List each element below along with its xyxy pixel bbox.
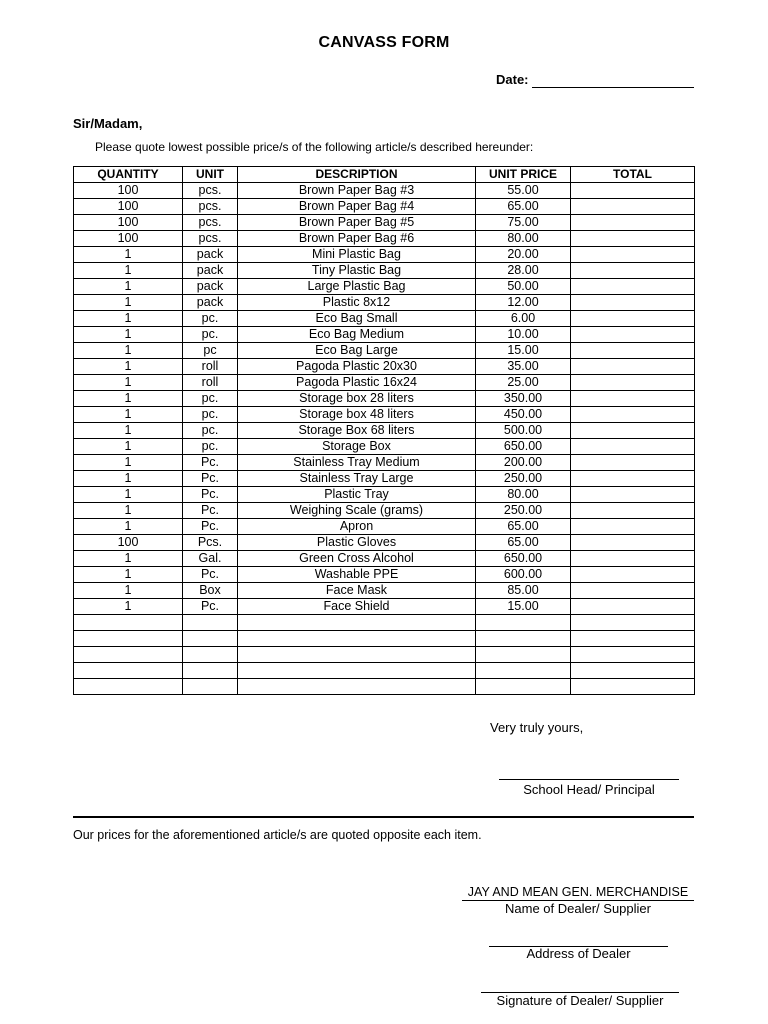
dealer-name-caption: Name of Dealer/ Supplier bbox=[505, 901, 651, 916]
cell-quantity: 1 bbox=[74, 439, 183, 455]
cell-total bbox=[571, 663, 695, 679]
date-label: Date: bbox=[496, 72, 529, 87]
cell-description: Tiny Plastic Bag bbox=[238, 263, 476, 279]
cell-unit-price bbox=[476, 663, 571, 679]
cell-unit: Pc. bbox=[183, 471, 238, 487]
cell-total bbox=[571, 439, 695, 455]
cell-quantity: 1 bbox=[74, 503, 183, 519]
table-row bbox=[74, 183, 695, 199]
table-row bbox=[74, 679, 695, 695]
cell-quantity: 1 bbox=[74, 375, 183, 391]
cell-unit-price: 500.00 bbox=[476, 423, 571, 439]
cell-quantity: 1 bbox=[74, 407, 183, 423]
cell-quantity: 1 bbox=[74, 263, 183, 279]
table-row bbox=[74, 359, 695, 375]
cell-quantity: 1 bbox=[74, 471, 183, 487]
cell-description: Brown Paper Bag #4 bbox=[238, 199, 476, 215]
cell-description: Green Cross Alcohol bbox=[238, 551, 476, 567]
cell-total bbox=[571, 199, 695, 215]
cell-total bbox=[571, 343, 695, 359]
cell-unit: Pcs. bbox=[183, 535, 238, 551]
cell-unit-price: 650.00 bbox=[476, 551, 571, 567]
cell-unit-price: 6.00 bbox=[476, 311, 571, 327]
cell-quantity: 1 bbox=[74, 599, 183, 615]
date-field-line[interactable] bbox=[532, 87, 694, 88]
cell-quantity: 1 bbox=[74, 343, 183, 359]
table-row bbox=[74, 375, 695, 391]
cell-unit: Pc. bbox=[183, 487, 238, 503]
table-row bbox=[74, 327, 695, 343]
cell-quantity: 1 bbox=[74, 487, 183, 503]
cell-unit-price: 85.00 bbox=[476, 583, 571, 599]
cell-total bbox=[571, 215, 695, 231]
cell-unit: pcs. bbox=[183, 199, 238, 215]
cell-unit: pc. bbox=[183, 407, 238, 423]
cell-description: Mini Plastic Bag bbox=[238, 247, 476, 263]
table-row bbox=[74, 423, 695, 439]
salutation: Sir/Madam, bbox=[73, 116, 143, 131]
cell-unit: Pc. bbox=[183, 455, 238, 471]
table-row bbox=[74, 247, 695, 263]
cell-quantity: 1 bbox=[74, 567, 183, 583]
cell-unit: roll bbox=[183, 375, 238, 391]
cell-unit: pcs. bbox=[183, 231, 238, 247]
table-row bbox=[74, 647, 695, 663]
cell-description: Brown Paper Bag #6 bbox=[238, 231, 476, 247]
cell-unit: pack bbox=[183, 247, 238, 263]
table-row bbox=[74, 663, 695, 679]
cell-total bbox=[571, 615, 695, 631]
cell-total bbox=[571, 375, 695, 391]
cell-unit-price: 15.00 bbox=[476, 343, 571, 359]
cell-unit-price: 350.00 bbox=[476, 391, 571, 407]
cell-total bbox=[571, 423, 695, 439]
table-row bbox=[74, 343, 695, 359]
cell-unit-price: 65.00 bbox=[476, 519, 571, 535]
header-quantity: QUANTITY bbox=[74, 167, 183, 183]
cell-total bbox=[571, 583, 695, 599]
cell-description bbox=[238, 631, 476, 647]
cell-quantity: 100 bbox=[74, 183, 183, 199]
cell-quantity: 1 bbox=[74, 327, 183, 343]
cell-unit-price: 10.00 bbox=[476, 327, 571, 343]
cell-description: Eco Bag Small bbox=[238, 311, 476, 327]
cell-total bbox=[571, 647, 695, 663]
cell-unit-price: 20.00 bbox=[476, 247, 571, 263]
cell-unit-price: 200.00 bbox=[476, 455, 571, 471]
cell-quantity: 1 bbox=[74, 359, 183, 375]
cell-unit-price: 25.00 bbox=[476, 375, 571, 391]
cell-quantity: 1 bbox=[74, 295, 183, 311]
cell-unit bbox=[183, 679, 238, 695]
header-description: DESCRIPTION bbox=[238, 167, 476, 183]
quoted-statement: Our prices for the aforementioned article/s are quoted opposite each item. bbox=[73, 828, 482, 842]
table-row bbox=[74, 311, 695, 327]
table-row bbox=[74, 615, 695, 631]
table-row bbox=[74, 391, 695, 407]
table-row bbox=[74, 567, 695, 583]
cell-quantity bbox=[74, 647, 183, 663]
cell-quantity bbox=[74, 631, 183, 647]
table-row bbox=[74, 407, 695, 423]
cell-total bbox=[571, 679, 695, 695]
table-row bbox=[74, 487, 695, 503]
cell-total bbox=[571, 551, 695, 567]
cell-unit bbox=[183, 631, 238, 647]
cell-unit-price: 65.00 bbox=[476, 199, 571, 215]
cell-total bbox=[571, 471, 695, 487]
cell-total bbox=[571, 407, 695, 423]
table-row bbox=[74, 503, 695, 519]
cell-description: Plastic Gloves bbox=[238, 535, 476, 551]
cell-description: Storage box 48 liters bbox=[238, 407, 476, 423]
cell-quantity: 1 bbox=[74, 311, 183, 327]
cell-description: Storage box 28 liters bbox=[238, 391, 476, 407]
cell-quantity bbox=[74, 663, 183, 679]
cell-description bbox=[238, 615, 476, 631]
cell-total bbox=[571, 391, 695, 407]
cell-unit-price: 250.00 bbox=[476, 503, 571, 519]
cell-total bbox=[571, 455, 695, 471]
cell-unit: roll bbox=[183, 359, 238, 375]
cell-quantity: 1 bbox=[74, 423, 183, 439]
cell-description bbox=[238, 663, 476, 679]
cell-description: Brown Paper Bag #3 bbox=[238, 183, 476, 199]
cell-unit-price: 35.00 bbox=[476, 359, 571, 375]
table-row bbox=[74, 551, 695, 567]
cell-quantity: 1 bbox=[74, 247, 183, 263]
table-row bbox=[74, 455, 695, 471]
table-row bbox=[74, 599, 695, 615]
form-title: CANVASS FORM bbox=[318, 34, 450, 51]
cell-description bbox=[238, 647, 476, 663]
cell-unit: Pc. bbox=[183, 503, 238, 519]
table-row bbox=[74, 279, 695, 295]
cell-unit: pc. bbox=[183, 439, 238, 455]
cell-unit-price: 65.00 bbox=[476, 535, 571, 551]
cell-unit: pcs. bbox=[183, 215, 238, 231]
cell-unit bbox=[183, 647, 238, 663]
cell-total bbox=[571, 487, 695, 503]
cell-unit-price: 80.00 bbox=[476, 231, 571, 247]
items-table bbox=[73, 166, 695, 695]
table-row bbox=[74, 199, 695, 215]
cell-total bbox=[571, 519, 695, 535]
cell-total bbox=[571, 247, 695, 263]
cell-description: Brown Paper Bag #5 bbox=[238, 215, 476, 231]
cell-description: Plastic 8x12 bbox=[238, 295, 476, 311]
table-row bbox=[74, 583, 695, 599]
dealer-address-caption: Address of Dealer bbox=[526, 946, 631, 961]
cell-description bbox=[238, 679, 476, 695]
cell-description: Face Mask bbox=[238, 583, 476, 599]
cell-unit-price: 75.00 bbox=[476, 215, 571, 231]
cell-description: Pagoda Plastic 16x24 bbox=[238, 375, 476, 391]
header-unit: UNIT bbox=[183, 167, 238, 183]
cell-unit: pc. bbox=[183, 327, 238, 343]
cell-unit: pack bbox=[183, 263, 238, 279]
closing-text: Very truly yours, bbox=[490, 720, 584, 735]
table-row bbox=[74, 439, 695, 455]
cell-total bbox=[571, 279, 695, 295]
cell-description: Weighing Scale (grams) bbox=[238, 503, 476, 519]
cell-quantity: 100 bbox=[74, 199, 183, 215]
cell-total bbox=[571, 567, 695, 583]
cell-unit-price: 80.00 bbox=[476, 487, 571, 503]
cell-unit bbox=[183, 663, 238, 679]
cell-description: Eco Bag Large bbox=[238, 343, 476, 359]
cell-total bbox=[571, 311, 695, 327]
cell-unit-price: 15.00 bbox=[476, 599, 571, 615]
cell-total bbox=[571, 535, 695, 551]
cell-description: Pagoda Plastic 20x30 bbox=[238, 359, 476, 375]
cell-description: Washable PPE bbox=[238, 567, 476, 583]
table-row bbox=[74, 519, 695, 535]
cell-unit: pc. bbox=[183, 391, 238, 407]
table-row bbox=[74, 535, 695, 551]
cell-description: Storage Box bbox=[238, 439, 476, 455]
header-total: TOTAL bbox=[571, 167, 695, 183]
cell-total bbox=[571, 183, 695, 199]
cell-quantity: 1 bbox=[74, 391, 183, 407]
cell-total bbox=[571, 631, 695, 647]
cell-unit: Pc. bbox=[183, 599, 238, 615]
cell-unit-price bbox=[476, 679, 571, 695]
cell-description: Face Shield bbox=[238, 599, 476, 615]
dealer-name: JAY AND MEAN GEN. MERCHANDISE bbox=[462, 885, 694, 901]
cell-quantity bbox=[74, 615, 183, 631]
table-row bbox=[74, 263, 695, 279]
cell-unit-price: 28.00 bbox=[476, 263, 571, 279]
section-divider bbox=[73, 816, 694, 818]
cell-unit: pack bbox=[183, 295, 238, 311]
cell-description: Eco Bag Medium bbox=[238, 327, 476, 343]
cell-unit-price: 55.00 bbox=[476, 183, 571, 199]
cell-description: Large Plastic Bag bbox=[238, 279, 476, 295]
cell-total bbox=[571, 263, 695, 279]
cell-unit: pack bbox=[183, 279, 238, 295]
table-row bbox=[74, 631, 695, 647]
cell-unit: pc bbox=[183, 343, 238, 359]
cell-total bbox=[571, 231, 695, 247]
cell-description: Storage Box 68 liters bbox=[238, 423, 476, 439]
table-row bbox=[74, 231, 695, 247]
cell-unit-price: 50.00 bbox=[476, 279, 571, 295]
cell-unit-price: 450.00 bbox=[476, 407, 571, 423]
cell-unit: Box bbox=[183, 583, 238, 599]
cell-description: Stainless Tray Medium bbox=[238, 455, 476, 471]
principal-caption: School Head/ Principal bbox=[523, 782, 655, 797]
cell-unit-price: 650.00 bbox=[476, 439, 571, 455]
cell-total bbox=[571, 295, 695, 311]
cell-quantity: 1 bbox=[74, 455, 183, 471]
cell-unit-price bbox=[476, 647, 571, 663]
cell-unit bbox=[183, 615, 238, 631]
cell-description: Stainless Tray Large bbox=[238, 471, 476, 487]
cell-description: Apron bbox=[238, 519, 476, 535]
table-row bbox=[74, 295, 695, 311]
cell-quantity: 100 bbox=[74, 231, 183, 247]
cell-unit-price bbox=[476, 615, 571, 631]
cell-quantity: 1 bbox=[74, 551, 183, 567]
dealer-signature-caption: Signature of Dealer/ Supplier bbox=[496, 993, 664, 1008]
cell-unit-price: 12.00 bbox=[476, 295, 571, 311]
cell-unit-price bbox=[476, 631, 571, 647]
cell-quantity bbox=[74, 679, 183, 695]
cell-total bbox=[571, 599, 695, 615]
principal-signature-line bbox=[499, 779, 679, 780]
cell-quantity: 1 bbox=[74, 519, 183, 535]
cell-unit-price: 600.00 bbox=[476, 567, 571, 583]
cell-quantity: 100 bbox=[74, 215, 183, 231]
cell-unit: pc. bbox=[183, 423, 238, 439]
cell-quantity: 1 bbox=[74, 279, 183, 295]
table-header-row bbox=[74, 167, 695, 183]
cell-unit: Gal. bbox=[183, 551, 238, 567]
cell-unit-price: 250.00 bbox=[476, 471, 571, 487]
header-unit-price: UNIT PRICE bbox=[476, 167, 571, 183]
cell-total bbox=[571, 359, 695, 375]
cell-unit: Pc. bbox=[183, 567, 238, 583]
cell-total bbox=[571, 503, 695, 519]
cell-description: Plastic Tray bbox=[238, 487, 476, 503]
cell-quantity: 100 bbox=[74, 535, 183, 551]
cell-unit: pc. bbox=[183, 311, 238, 327]
cell-total bbox=[571, 327, 695, 343]
cell-unit: pcs. bbox=[183, 183, 238, 199]
table-row bbox=[74, 215, 695, 231]
cell-quantity: 1 bbox=[74, 583, 183, 599]
cell-unit: Pc. bbox=[183, 519, 238, 535]
table-row bbox=[74, 471, 695, 487]
intro-text: Please quote lowest possible price/s of the following article/s described hereunder: bbox=[95, 140, 534, 154]
